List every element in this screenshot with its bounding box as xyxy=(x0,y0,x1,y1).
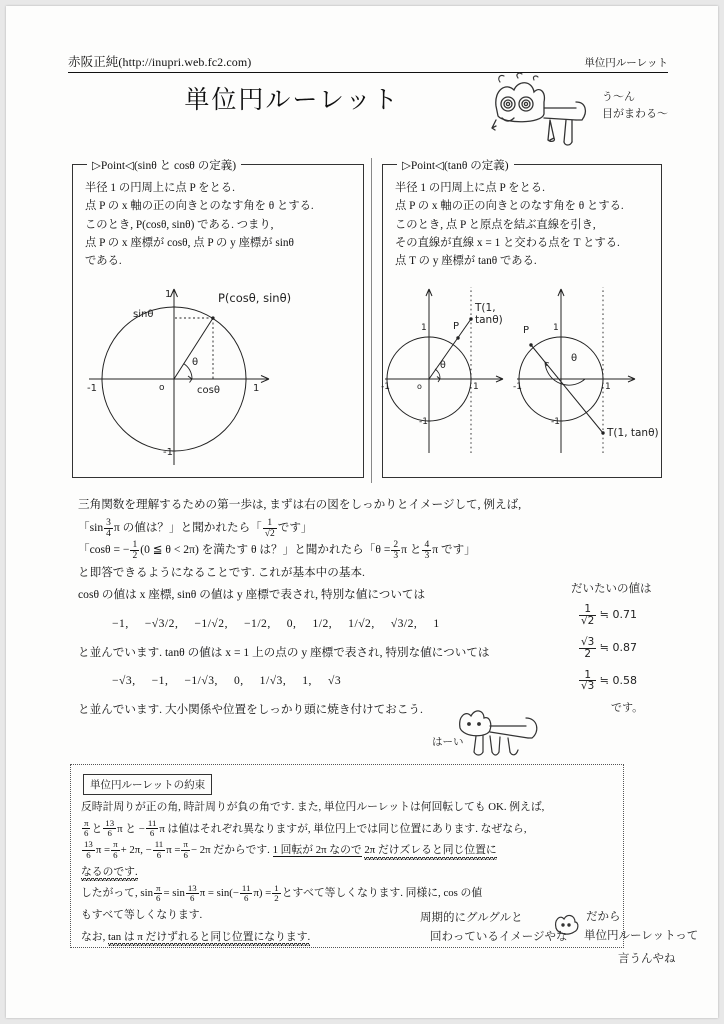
rb-frac-13-6-b: $\frac{13}{6}$ xyxy=(84,839,93,860)
rb-l5-e: とすべて等しくなります. 同様に, cos の値 xyxy=(281,887,483,900)
rules-box-body xyxy=(81,797,617,948)
header-author-block xyxy=(68,52,251,70)
bottom-note1-line1: 周期的にグルグルと xyxy=(420,910,523,924)
rb-frac-11-6-b: $\frac{11}{6}$ xyxy=(154,839,164,860)
point-box-tan xyxy=(381,160,662,478)
rb-frac-pi-6-d: $\frac{\pi}{6}$ xyxy=(155,882,161,903)
rb-l5-a: したがって, sin xyxy=(81,887,153,900)
point-box-left-body xyxy=(73,165,363,274)
approx-frac-2: $\frac{1}{√3}$ xyxy=(581,668,595,693)
document-page xyxy=(6,6,718,1018)
approx-value-1: ≒ 0.87 xyxy=(599,640,638,654)
ta-tick-left: -1 xyxy=(381,382,390,392)
small-cat-face-doodle xyxy=(552,912,582,943)
sin-cos-value-sequence xyxy=(78,613,608,636)
rule-line-1: 反時計周りが正の角, 時計周りが負の角です. また, 単位円ルーレットは何回転しても OK. 例えば, xyxy=(81,801,545,813)
sc-tick-bottom: -1 xyxy=(163,447,173,458)
seq-sc-3: −1/2, xyxy=(243,616,271,630)
seq-sc-7: √3/2, xyxy=(390,616,418,630)
sc-tick-top: 1 xyxy=(165,289,172,300)
rb-l4-wavy: なるのです. xyxy=(81,866,138,883)
frac-2-3: $\frac{2}{3}$ xyxy=(393,540,399,562)
pbr-line-2: 点 P の x 軸の正の向きとのなす角を θ とする. xyxy=(395,200,624,213)
body-p1-line4: と即答できるようになることです. これが基本中の基本. xyxy=(78,565,365,579)
pbr-line-3: このとき, 点 P と原点を結ぶ直線を引き, xyxy=(395,218,596,231)
p1l3-a: 「cosθ = − xyxy=(78,543,130,557)
rb-l3-wavy: 2π だけズレると同じ位置に xyxy=(364,844,496,861)
seq-sc-4: 0, xyxy=(286,616,297,630)
cat-speech-label: はーい xyxy=(432,736,464,748)
p1l3-c: π と xyxy=(401,543,422,557)
seq-sc-1: −√3/2, xyxy=(144,616,179,630)
body-p2-line1: cosθ の値は x 座標, sinθ の値は y 座標で表され, 特別な値については xyxy=(78,588,426,602)
pbl-line-3: このとき, P(cosθ, sinθ) である. つまり, xyxy=(85,218,274,231)
rb-frac-pi-6: $\frac{\pi}{6}$ xyxy=(84,817,89,839)
approx-frac-0: $\frac{1}{√2}$ xyxy=(581,602,595,627)
rb-l3-a: π = xyxy=(95,844,111,857)
bottom-note1-line2: 回わっているイメージやな xyxy=(430,929,568,943)
seq-tan-2: −1/√3, xyxy=(184,674,218,688)
dizzy-speech-line2: 目がまわる～ xyxy=(602,107,668,120)
p1l3-b: (0 ≦ θ < 2π) を満たす θ は？」と聞かれたら「θ = xyxy=(140,543,391,557)
approx-values-note xyxy=(571,582,652,722)
sin-projection-label: sinθ xyxy=(133,309,154,320)
frac-3-4: $\frac{3}{4}$ xyxy=(106,517,111,539)
cos-projection-label: cosθ xyxy=(197,385,220,396)
seq-sc-2: −1/√2, xyxy=(194,616,228,630)
approx-row-0 xyxy=(571,604,652,627)
origin-label: o xyxy=(159,383,165,393)
rb-frac-11-6: $\frac{11}{6}$ xyxy=(147,817,157,839)
ta-tick-right: 1 xyxy=(473,382,479,392)
seq-sc-8: 1 xyxy=(433,616,440,630)
rb-l5-c: π = sin(− xyxy=(199,887,239,900)
seq-sc-6: 1/√2, xyxy=(348,616,375,630)
page-header xyxy=(68,52,668,73)
unit-circle-rules-box xyxy=(70,764,624,948)
tb-tick-left: -1 xyxy=(513,382,522,392)
bottom-note2-line3: 言うんやね xyxy=(618,951,676,965)
tb-tick-top: 1 xyxy=(553,323,559,333)
p1l2-a: 「sin xyxy=(78,520,104,534)
rule-line-4 xyxy=(81,862,617,884)
tb-tick-right: 1 xyxy=(605,382,611,392)
approx-value-2: ≒ 0.58 xyxy=(599,673,638,687)
pbr-line-4: その直線が直線 x = 1 と交わる点を T とする. xyxy=(395,236,620,249)
sc-tick-left: -1 xyxy=(87,383,97,394)
rb-l5-b: = sin xyxy=(163,887,185,900)
seq-tan-1: −1, xyxy=(151,674,169,688)
pbl-line-4: 点 P の x 座標が cosθ, 点 P の y 座標が sinθ xyxy=(85,236,294,249)
approx-note-closing: です。 xyxy=(611,701,644,715)
p1l2-c: です」 xyxy=(277,520,313,534)
main-body-text xyxy=(78,494,608,721)
pbr-line-1: 半径 1 の円周上に点 P をとる. xyxy=(395,182,545,194)
rb-l2-c: π は値はそれぞれ異なりますが, 単位円上では同じ位置にあります. なぜなら, xyxy=(159,822,527,835)
rb-frac-1-2: $\frac{1}{2}$ xyxy=(274,882,279,903)
header-url: (http://inupri.web.fc2.com) xyxy=(118,55,252,69)
ta-tick-bottom: -1 xyxy=(419,417,428,427)
tb-point-t-label: T(1, tanθ) xyxy=(607,427,659,439)
p1l2-b: π の値は？」と聞かれたら「 xyxy=(113,520,262,534)
point-box-sin-cos xyxy=(72,160,364,478)
body-p2-line3: と並んでいます. 大小関係や位置をしっかり頭に焼き付けておこう. xyxy=(78,702,423,716)
approx-row-1 xyxy=(571,637,652,660)
sc-tick-right: 1 xyxy=(253,383,260,394)
seq-tan-3: 0, xyxy=(233,674,244,688)
rb-l3-c: π = xyxy=(166,844,181,857)
rb-l3-b: + 2π, − xyxy=(120,844,152,857)
rules-box-label: 単位円ルーレットの約束 xyxy=(83,774,212,795)
dizzy-speech-line1: う～ん xyxy=(602,90,635,103)
point-box-right-body xyxy=(383,165,661,274)
seq-tan-0: −√3, xyxy=(112,674,136,688)
rule-line-5 xyxy=(81,883,617,905)
angle-theta-label: θ xyxy=(192,357,199,368)
approx-row-2 xyxy=(571,670,652,693)
approx-frac-1: $\frac{√3}{2}$ xyxy=(581,635,595,660)
ta-tick-top: 1 xyxy=(421,323,427,333)
rb-l3-underline-1: 1 回転が 2π なので xyxy=(272,844,362,857)
header-author: 赤阪正純 xyxy=(68,55,119,69)
ta-point-p-label: P xyxy=(453,321,460,332)
pbl-line-1: 半径 1 の円周上に点 P をとる. xyxy=(85,182,235,194)
body-p1-line3 xyxy=(78,539,608,562)
pbl-line-5: である. xyxy=(85,255,122,268)
rb-frac-13-6: $\frac{13}{6}$ xyxy=(105,817,115,839)
pbr-line-5: 点 T の y 座標が tanθ である. xyxy=(395,255,537,268)
tb-angle-label: θ xyxy=(571,353,578,364)
approx-value-0: ≒ 0.71 xyxy=(599,607,638,621)
page-title: 単位円ルーレット xyxy=(184,87,400,114)
unit-circle-sin-cos-figure xyxy=(79,283,359,478)
cat-doodle xyxy=(452,706,552,767)
rule-line-6: もすべて等しくなります. xyxy=(81,908,203,921)
seq-sc-5: 1/2, xyxy=(312,616,333,630)
ta-origin-label: o xyxy=(417,382,422,391)
seq-tan-5: 1, xyxy=(302,674,312,688)
header-running-title: 単位円ルーレット xyxy=(584,57,668,69)
rb-l3-d: − 2π だからです. xyxy=(190,844,270,857)
frac-1-2: $\frac{1}{2}$ xyxy=(132,540,138,562)
point-p-label: P(cosθ, sinθ) xyxy=(218,291,292,305)
rb-l7-wavy: tan は π だけずれると同じ位置になります. xyxy=(108,931,310,948)
rb-frac-11-6-c: $\frac{11}{6}$ xyxy=(241,882,251,903)
tb-point-p-label: P xyxy=(523,325,530,336)
rb-frac-pi-6-c: $\frac{\pi}{6}$ xyxy=(183,839,188,860)
rule-line-3 xyxy=(81,840,617,862)
unit-circle-tan-acute-figure xyxy=(383,283,523,463)
dizzy-dog-doodle xyxy=(484,72,604,157)
rule-line-2 xyxy=(81,819,617,841)
ta-point-t-label: T(1, tanθ) xyxy=(475,302,503,326)
p1l3-d: π です」 xyxy=(432,543,476,557)
bottom-note2-line2: 単位円ルーレットって xyxy=(584,928,699,942)
rb-l5-d: π) = xyxy=(253,887,272,900)
ta-angle-label: θ xyxy=(440,360,446,371)
body-p1-line1: 三角関数を理解するための第一歩は, まずは右の図をしっかりとイメージして, 例えば, xyxy=(78,498,522,511)
rb-frac-13-6-c: $\frac{13}{6}$ xyxy=(187,882,197,903)
seq-tan-6: √3 xyxy=(327,674,342,688)
frac-4-3: $\frac{4}{3}$ xyxy=(424,540,430,562)
tb-tick-bottom: -1 xyxy=(551,417,560,427)
body-p1-line2 xyxy=(78,517,608,540)
body-p2-line2: と並んでいます. tanθ の値は x = 1 上の点の y 座標で表され, 特別な値については xyxy=(78,645,490,659)
approx-note-heading: だいたいの値は xyxy=(571,581,652,595)
seq-tan-4: 1/√3, xyxy=(259,674,287,688)
bottom-note2-line1: だから xyxy=(586,909,621,923)
seq-sc-0: −1, xyxy=(112,616,129,630)
rb-l7-a: なお, xyxy=(81,930,106,943)
rb-l2-b: π と − xyxy=(117,822,145,835)
tan-value-sequence xyxy=(78,670,608,693)
point-box-left-title: ▷Point◁(sinθ と cosθ の定義) xyxy=(87,157,241,173)
unit-circle-tan-obtuse-figure xyxy=(515,283,665,463)
rb-l2-a: と xyxy=(91,822,103,835)
rb-frac-pi-6-b: $\frac{\pi}{6}$ xyxy=(113,839,118,860)
pbl-line-2: 点 P の x 軸の正の向きとのなす角を θ とする. xyxy=(85,200,314,213)
frac-1-sqrt2: $\frac{1}{√2}$ xyxy=(264,517,275,539)
column-divider xyxy=(371,158,372,483)
point-box-right-title: ▷Point◁(tanθ の定義) xyxy=(397,157,514,173)
